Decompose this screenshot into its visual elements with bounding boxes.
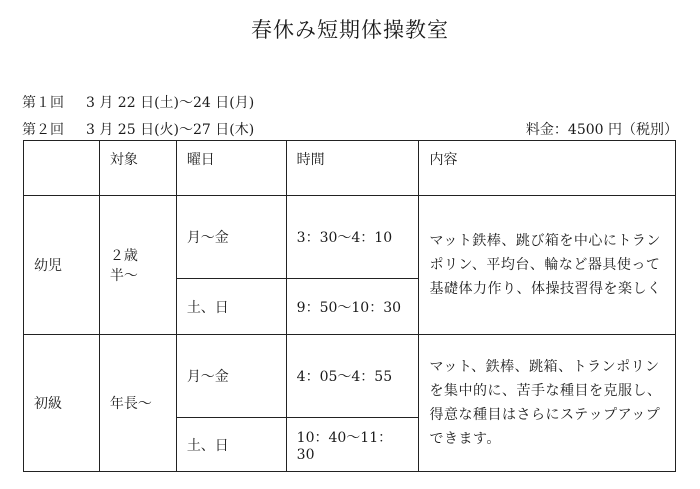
table-row <box>24 196 676 279</box>
session-2 <box>22 119 254 139</box>
level-cell: 初級 <box>24 335 100 472</box>
weekday-cell: 月〜金 <box>176 335 286 418</box>
target-cell: ２歳半〜 <box>99 196 176 335</box>
table-header-row <box>24 141 676 196</box>
session-dates: 3 月 22 日(土)〜24 日(月) <box>86 95 255 111</box>
content-cell: マット、鉄棒、跳箱、トランポリンを集中的に、苦手な種目を克服し、得意な種目はさらにステップアップできます。 <box>419 335 676 472</box>
weekday-cell: 月〜金 <box>176 196 286 279</box>
session-1 <box>22 92 254 112</box>
header-weekday: 曜日 <box>176 141 286 196</box>
weekday-cell: 土、日 <box>176 418 286 472</box>
header-content: 内容 <box>419 141 676 196</box>
session-dates: 3 月 25 日(火)〜27 日(木) <box>86 122 255 138</box>
page-title: 春休み短期体操教室 <box>251 18 449 42</box>
header-level <box>24 141 100 196</box>
table-row <box>24 335 676 418</box>
time-cell: 10：40〜11：30 <box>286 418 419 472</box>
target-cell: 年長〜 <box>99 335 176 472</box>
weekday-cell: 土、日 <box>176 279 286 335</box>
schedule-table <box>23 140 676 472</box>
session-label: 第１回 <box>22 95 64 111</box>
time-cell: 3：30〜4：10 <box>286 196 419 279</box>
fee-text: 料金：4500 円（税別） <box>525 122 678 138</box>
time-cell: 4：05〜4：55 <box>286 335 419 418</box>
content-cell: マット鉄棒、跳び箱を中心にトランポリン、平均台、輪など器具使って基礎体力作り、体操技習得を楽しく <box>419 196 676 335</box>
time-cell: 9：50〜10：30 <box>286 279 419 335</box>
header-target: 対象 <box>99 141 176 196</box>
level-cell: 幼児 <box>24 196 100 335</box>
session-label: 第２回 <box>22 122 64 138</box>
header-time: 時間 <box>286 141 419 196</box>
